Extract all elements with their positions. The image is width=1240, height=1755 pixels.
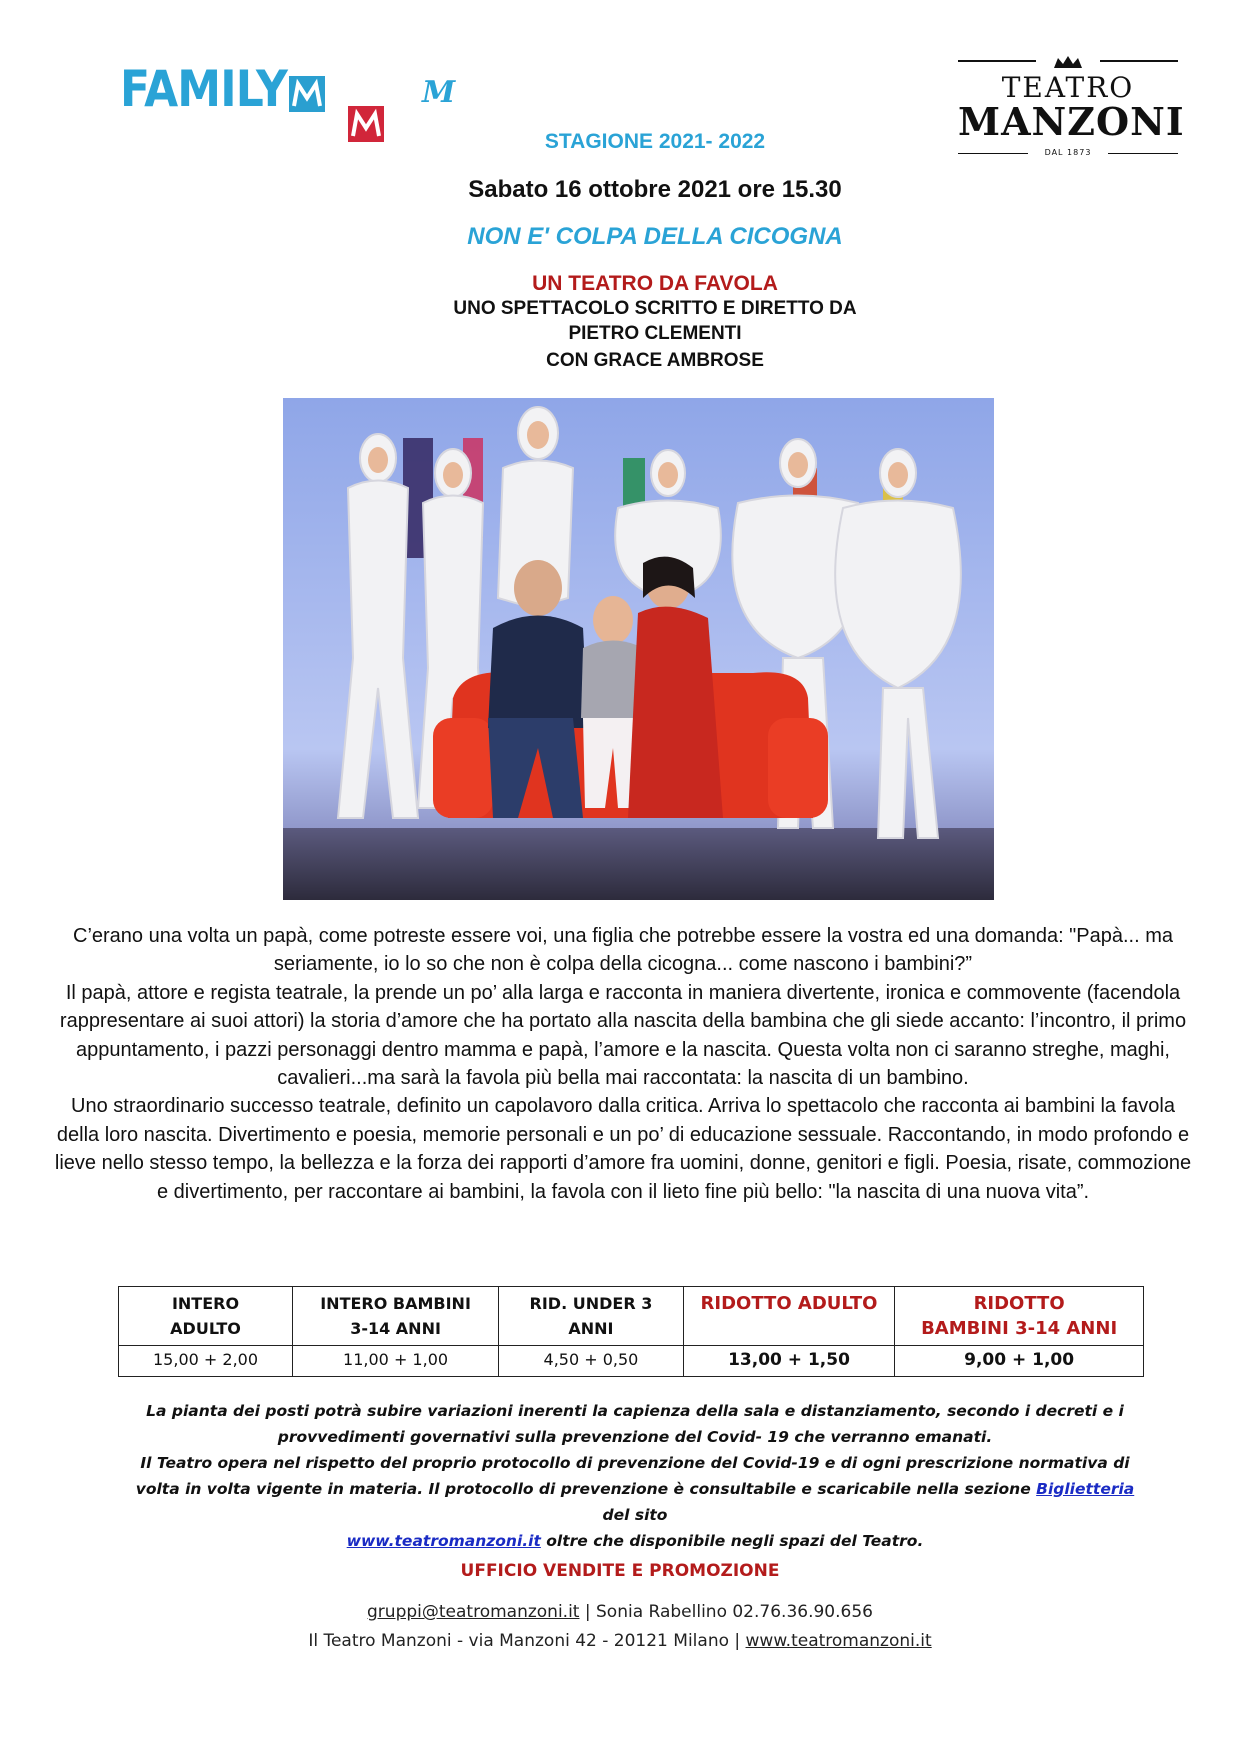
description-paragraph: Uno straordinario successo teatrale, definito un capolavoro dalla critica. Arriva lo spettacolo che racconta ai bambini la favola della loro nascita. Divertimento e poesia, memorie personali e un po’ di educazione sessuale. Raccontando, in modo profondo e lieve nello stesso tempo, la bellezza e la forza dei rapporti d’amore fra uomini, donne, genitori e figli. Poesia, risate, commozione e divertimento, per raccontare ai bambini, la favola con il lieto fine più bello: "la nascita di una nuova vita”. bbox=[54, 1095, 1192, 1203]
credit-line-3: CON GRACE AMBROSE bbox=[546, 350, 764, 371]
contact-line: gruppi@teatromanzoni.it | Sonia Rabellino 02.76.36.90.656 bbox=[367, 1602, 873, 1622]
m-logo-small: M bbox=[422, 75, 456, 110]
price-table bbox=[118, 1286, 1144, 1377]
show-description bbox=[48, 922, 1198, 1206]
stage-photo bbox=[283, 398, 994, 900]
website-link[interactable]: www.teatromanzoni.it bbox=[346, 1532, 541, 1550]
notes-seating: La pianta dei posti potrà subire variazioni inerenti la capienza della sala e distanziamento, secondo i decreti e i provvedimenti governativi sulla prevenzione del Covid- 19 che verranno emanati. bbox=[146, 1402, 1124, 1446]
price-header: RID. UNDER 3 ANNI bbox=[499, 1287, 684, 1346]
description-paragraph: Il papà, attore e regista teatrale, la prende un po’ alla larga e racconta in maniera divertente, ironica e commovente (facendola rappresentare ai suoi attori) la storia d’amore che ha portato alla nascita della bambina che gli siede accanto: l’incontro, il primo appuntamento, i pazzi personaggi dentro mamma e papà, l’amore e la nascita. Questa volta non ci saranno streghe, maghi, cavalieri...ma sarà la favola più bella mai raccontata: la nascita di un bambino. bbox=[59, 981, 1187, 1090]
credit-line-2: PIETRO CLEMENTI bbox=[568, 323, 742, 344]
price-header: INTERO ADULTO bbox=[119, 1287, 293, 1346]
family-logo: FAMILY bbox=[120, 60, 287, 118]
season-label: STAGIONE 2021- 2022 bbox=[544, 130, 766, 153]
price-header: RIDOTTO BAMBINI 3-14 ANNI bbox=[895, 1287, 1144, 1346]
address-line: Il Teatro Manzoni - via Manzoni 42 - 20121 Milano | www.teatromanzoni.it bbox=[308, 1631, 932, 1651]
credit-line-1: UNO SPETTACOLO SCRITTO E DIRETTO DA bbox=[453, 298, 857, 319]
biglietteria-link[interactable]: Biglietteria bbox=[1036, 1480, 1135, 1498]
logo-line-teatro: TEATRO bbox=[1001, 71, 1135, 104]
covid-notes bbox=[120, 1398, 1150, 1554]
description-paragraph: C’erano una volta un papà, come potreste essere voi, una figlia che potrebbe essere la vostra ed una domanda: "Papà... ma seriamente, io lo so che non è colpa della cicogna... come nascono i bambini?” bbox=[73, 925, 1173, 976]
show-title: NON E' COLPA DELLA CICOGNA bbox=[467, 223, 843, 250]
price-value: 13,00 + 1,50 bbox=[683, 1346, 894, 1377]
email-link[interactable]: gruppi@teatromanzoni.it bbox=[367, 1602, 580, 1622]
price-value: 11,00 + 1,00 bbox=[293, 1346, 499, 1377]
event-date: Sabato 16 ottobre 2021 ore 15.30 bbox=[468, 176, 842, 203]
company-name: UN TEATRO DA FAVOLA bbox=[532, 272, 778, 295]
logo-line-since: DAL 1873 bbox=[1044, 147, 1092, 157]
crown-icon bbox=[1052, 54, 1084, 70]
price-header: INTERO BAMBINI 3-14 ANNI bbox=[293, 1287, 499, 1346]
office-title: UFFICIO VENDITE E PROMOZIONE bbox=[460, 1561, 780, 1581]
price-value: 9,00 + 1,00 bbox=[895, 1346, 1144, 1377]
notes-protocol: Il Teatro opera nel rispetto del proprio protocollo di prevenzione del Covid-19 e di ogni prescrizione normativa di volta in volta vigente in materia. Il protocollo di prevenzione è consultabile e scaricabile nella sezione Biglietteria del sito www.teatromanzoni.it oltre che disponibile negli spazi del Teatro. bbox=[135, 1454, 1135, 1550]
logo-line-manzoni: MANZONI bbox=[958, 99, 1185, 144]
price-table-header-row bbox=[119, 1287, 1144, 1346]
price-header: RIDOTTO ADULTO bbox=[683, 1287, 894, 1346]
m-logo-blue bbox=[289, 76, 325, 112]
footer-website-link[interactable]: www.teatromanzoni.it bbox=[745, 1631, 932, 1651]
price-table-value-row bbox=[119, 1346, 1144, 1377]
price-value: 15,00 + 2,00 bbox=[119, 1346, 293, 1377]
price-value: 4,50 + 0,50 bbox=[499, 1346, 684, 1377]
